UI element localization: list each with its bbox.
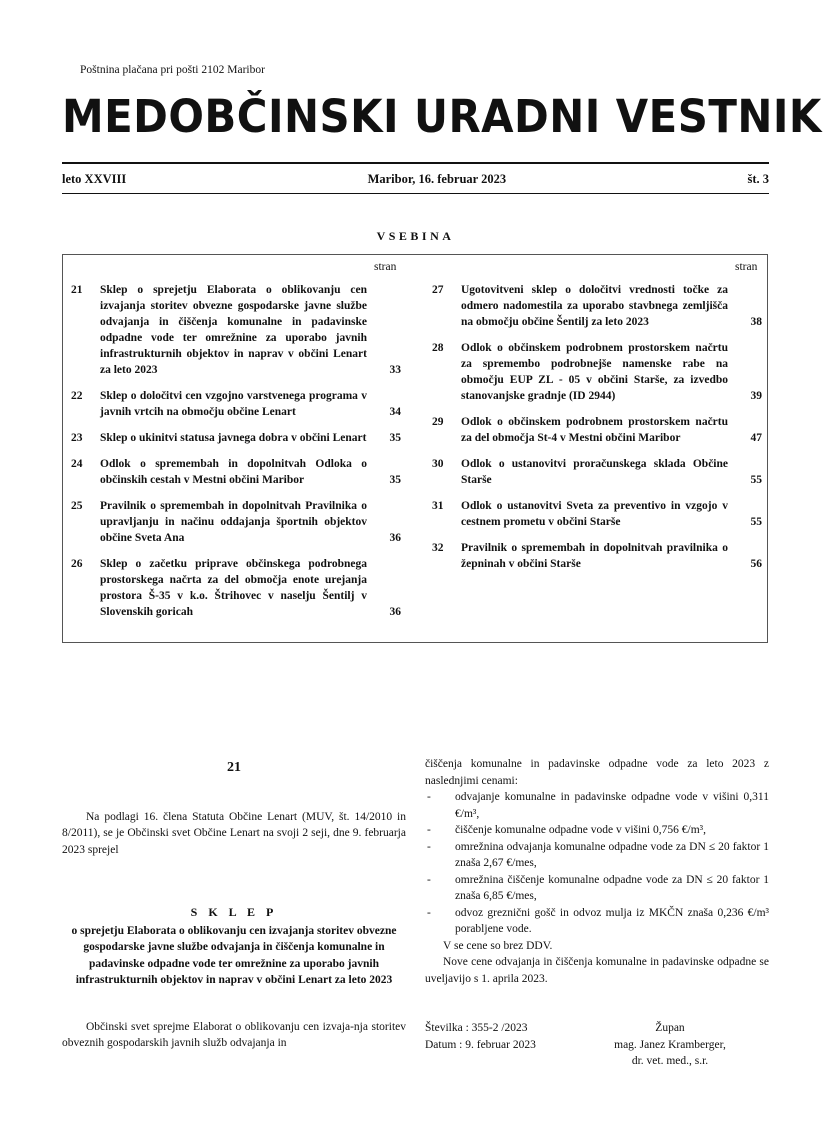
article-title: S K L E P <box>190 905 278 919</box>
toc-entry-number: 22 <box>71 390 83 402</box>
vat-note: V se cene so brez DDV. <box>443 939 553 952</box>
signatory <box>595 1020 745 1070</box>
article-number: 21 <box>227 760 241 775</box>
toc-entry-number: 26 <box>71 558 83 570</box>
table-of-contents <box>62 254 768 643</box>
article-column-left <box>62 756 406 1052</box>
toc-entry-page: 35 <box>389 474 401 486</box>
toc-entry-number: 28 <box>432 342 444 354</box>
price-list-text: odvajanje komunalne in padavinske odpadne vode v višini 0,311 €/m³, <box>455 791 769 820</box>
toc-entry-page: 36 <box>389 532 401 544</box>
toc-entry-number: 23 <box>71 432 83 444</box>
article-body-start: Občinski svet sprejme Elaborat o oblikovanju cen izvaja-nja storitev obveznih gospodarskih javnih služb odvajanja in <box>62 1020 406 1049</box>
toc-entry-title: Pravilnik o spremembah in dopolnitvah Pravilnika o upravljanju in načinu oddajanja športnih objektov občine Sveta Ana <box>100 500 367 544</box>
toc-page-label-right: stran <box>735 261 758 273</box>
toc-entry-number: 31 <box>432 500 444 512</box>
article-body-continued: čiščenja komunalne in padavinske odpadne vode za leto 2023 z naslednjimi cenami: <box>425 758 769 787</box>
toc-entry-page: 47 <box>750 432 762 444</box>
toc-entry-page: 38 <box>750 316 762 328</box>
price-list-item: - odvajanje komunalne in padavinske odpadne vode v višini 0,311 €/m³, <box>427 791 769 820</box>
document-reference <box>425 1020 536 1053</box>
toc-entry-number: 29 <box>432 416 444 428</box>
toc-entry-number: 27 <box>432 284 444 296</box>
toc-entry-title: Pravilnik o spremembah in dopolnitvah pravilnika o žepninah v občini Starše <box>461 542 728 570</box>
toc-entry-title: Sklep o ukinitvi statusa javnega dobra v občini Lenart <box>100 432 367 444</box>
article-subtitle: o sprejetju Elaborata o oblikovanju cen izvajanja storitev obvezne gospodarske javne službe odvajanja in čiščenja komunalne in padavinske odpadne vode ter omrežnine za uporabo javnih infrastrukturnih objektov in naprav v občini Lenart za leto 2023 <box>71 924 397 986</box>
toc-entry[interactable] <box>432 498 762 530</box>
toc-entry-number: 21 <box>71 284 83 296</box>
document-date: Datum : 9. februar 2023 <box>425 1038 536 1051</box>
toc-entry-page: 34 <box>389 406 401 418</box>
toc-entry[interactable] <box>71 430 401 446</box>
document-number: Številka : 355-2 /2023 <box>425 1022 528 1034</box>
toc-entry-title: Ugotovitveni sklep o določitvi vrednosti točke za odmero nadomestila za uporabo stavbnega zemljišča na območju občine Šentilj za leto 2023 <box>461 284 728 328</box>
price-list-item: - omrežnina čiščenje komunalne odpadne vode za DN ≤ 20 faktor 1 znaša 6,85 €/mes, <box>427 873 769 902</box>
price-list-text: čiščenje komunalne odpadne vode v višini 0,756 €/m³, <box>455 824 706 836</box>
toc-entry-page: 39 <box>750 390 762 402</box>
toc-entry-title: Odlok o ustanovitvi Sveta za preventivo in vzgojo v cestnem prometu v občini Starše <box>461 500 728 528</box>
postage-note: Poštnina plačana pri pošti 2102 Maribor <box>80 64 265 76</box>
toc-entry-title: Odlok o ustanovitvi proračunskega sklada Občine Starše <box>461 458 728 486</box>
toc-entry-title: Odlok o občinskem podrobnem prostorskem načrtu za spremembo podrobnejše namenske rabe na območju EUP ZL - 05 v občini Starše, za izvedbo stanovanjske gradnje (ID 2944) <box>461 342 728 402</box>
price-list-item: - omrežnina odvajanja komunalne odpadne vode za DN ≤ 20 faktor 1 znaša 2,67 €/mes, <box>427 840 769 869</box>
toc-entry-page: 55 <box>750 516 762 528</box>
price-list-item: - odvoz greznični gošč in odvoz mulja iz MKČN znaša 0,236 €/m³ porabljene vode. <box>427 906 769 935</box>
toc-entry[interactable] <box>432 414 762 446</box>
signatory-titles: dr. vet. med., s.r. <box>631 1055 709 1067</box>
toc-entry-title: Odlok o občinskem podrobnem prostorskem načrtu za del območja St-4 v Mestni občini Maribor <box>461 416 728 444</box>
toc-entry[interactable] <box>432 282 762 330</box>
toc-entry-page: 35 <box>389 432 401 444</box>
issue-year: leto XXVIII <box>62 172 127 186</box>
issue-info-line <box>62 172 769 187</box>
toc-page-label-left: stran <box>374 261 397 273</box>
price-list-item: - čiščenje komunalne odpadne vode v višini 0,756 €/m³, <box>427 824 706 836</box>
article-preamble: Na podlagi 16. člena Statuta Občine Lenart (MUV, št. 14/2010 in 8/2011), se je Občinski svet Občine Lenart na svoji 2 seji, dne 9. februarja 2023 sprejel <box>62 810 406 856</box>
toc-entry-number: 30 <box>432 458 444 470</box>
price-list-text: omrežnina čiščenje komunalne odpadne vode za DN ≤ 20 faktor 1 znaša 6,85 €/mes, <box>455 873 769 902</box>
toc-entry[interactable] <box>71 556 401 620</box>
toc-entry[interactable] <box>71 498 401 546</box>
toc-entry[interactable] <box>71 388 401 420</box>
issue-place-date: Maribor, 16. februar 2023 <box>367 172 507 186</box>
toc-entry-page: 36 <box>389 606 401 618</box>
toc-entry-number: 24 <box>71 458 83 470</box>
toc-entry[interactable] <box>432 456 762 488</box>
toc-entry[interactable] <box>71 282 401 378</box>
toc-entry-title: Sklep o sprejetju Elaborata o oblikovanju cen izvajanja storitev obvezne gospodarske javne službe odvajanja in čiščenja komunalne in padavinske odpadne vode ter omrežnine za uporabo javnih infrastrukturnih objektov in naprav v občini Lenart za leto 2023 <box>100 284 367 376</box>
price-list-text: omrežnina odvajanja komunalne odpadne vode za DN ≤ 20 faktor 1 znaša 2,67 €/mes, <box>455 840 769 869</box>
article-column-right <box>425 756 769 1070</box>
toc-column-left <box>71 282 401 630</box>
signatory-role: Župan <box>655 1022 685 1034</box>
toc-entry[interactable] <box>432 540 762 572</box>
signatory-name: mag. Janez Kramberger, <box>614 1038 726 1051</box>
toc-column-right <box>432 282 762 582</box>
validity-note: Nove cene odvajanja in čiščenja komunalne in padavinske odpadne se uveljavijo s 1. aprila 2023. <box>425 956 769 985</box>
toc-entry-page: 33 <box>389 364 401 376</box>
header-rule-bottom <box>62 193 769 194</box>
price-list <box>425 789 769 938</box>
masthead-title: MEDOBČINSKI URADNI VESTNIK <box>62 90 822 143</box>
toc-entry[interactable] <box>432 340 762 404</box>
issue-number: št. 3 <box>747 172 769 186</box>
toc-entry[interactable] <box>71 456 401 488</box>
toc-entry-title: Odlok o spremembah in dopolnitvah Odloka o občinskih cestah v Mestni občini Maribor <box>100 458 367 486</box>
signature-block <box>425 1020 769 1070</box>
toc-entry-number: 25 <box>71 500 83 512</box>
toc-entry-page: 55 <box>750 474 762 486</box>
price-list-text: odvoz greznični gošč in odvoz mulja iz MKČN znaša 0,236 €/m³ porabljene vode. <box>455 906 769 935</box>
toc-entry-title: Sklep o začetku priprave občinskega podrobnega prostorskega načrta za del območja enote urejanja prostora Š-35 v k.o. Štrihovec v naselju Šentilj v Slovenskih goricah <box>100 558 367 618</box>
toc-heading: VSEBINA <box>376 229 455 243</box>
toc-entry-number: 32 <box>432 542 444 554</box>
header-rule-top <box>62 162 769 164</box>
toc-entry-page: 56 <box>750 558 762 570</box>
toc-entry-title: Sklep o določitvi cen vzgojno varstvenega programa v javnih vrtcih na območju občine Lenart <box>100 390 367 418</box>
